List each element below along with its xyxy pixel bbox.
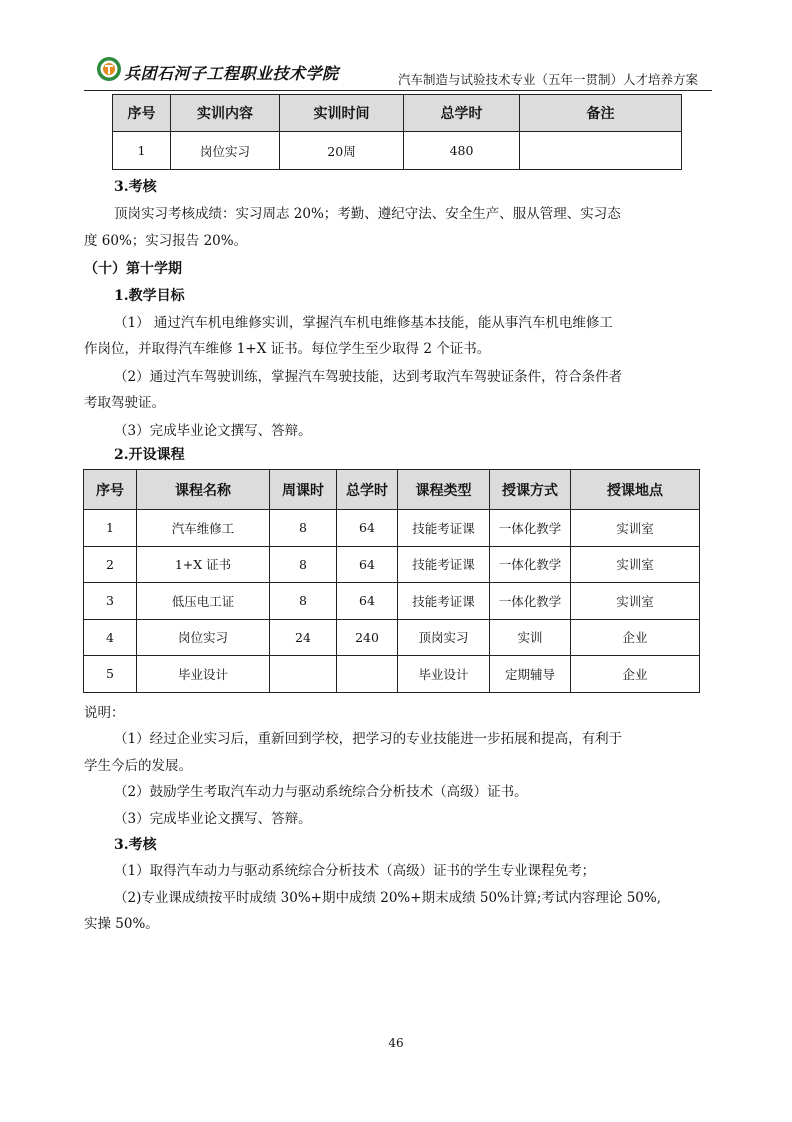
paragraph-line: 顶岗实习考核成绩：实习周志 20%；考勤、遵纪守法、安全生产、服从管理、实习态 bbox=[114, 206, 621, 222]
col-header-remarks: 备注 bbox=[520, 95, 682, 132]
cell-index: 5 bbox=[84, 656, 137, 693]
table-header-row bbox=[84, 470, 700, 510]
col-header-weekly-hours: 周课时 bbox=[270, 470, 337, 510]
course-table bbox=[83, 469, 700, 693]
table-row bbox=[113, 132, 682, 170]
cell-course-name: 汽车维修工 bbox=[137, 510, 270, 547]
cell-duration: 20周 bbox=[280, 132, 404, 170]
cell-course-type: 技能考证课 bbox=[398, 546, 490, 583]
cell-index: 3 bbox=[84, 583, 137, 620]
cell-total-hours bbox=[337, 656, 398, 693]
school-logo-icon bbox=[96, 56, 122, 82]
page-header bbox=[84, 54, 712, 91]
cell-weekly-hours bbox=[270, 656, 337, 693]
cell-location: 实训室 bbox=[571, 546, 700, 583]
cell-course-name: 岗位实习 bbox=[137, 619, 270, 656]
table-row bbox=[84, 546, 700, 583]
col-header-hours: 总学时 bbox=[404, 95, 520, 132]
cell-weekly-hours: 24 bbox=[270, 619, 337, 656]
section-heading-term: （十）第十学期 bbox=[84, 261, 182, 277]
paragraph-line: （1）取得汽车动力与驱动系统综合分析技术（高级）证书的学生专业课程免考； bbox=[114, 863, 596, 879]
col-header-index: 序号 bbox=[84, 470, 137, 510]
section-heading-assessment: 3.考核 bbox=[114, 837, 157, 853]
cell-course-type: 技能考证课 bbox=[398, 583, 490, 620]
paragraph-line: 考取驾驶证。 bbox=[84, 395, 165, 411]
cell-content: 岗位实习 bbox=[171, 132, 280, 170]
cell-index: 1 bbox=[113, 132, 171, 170]
cell-course-name: 毕业设计 bbox=[137, 656, 270, 693]
cell-index: 4 bbox=[84, 619, 137, 656]
cell-remarks bbox=[520, 132, 682, 170]
section-heading-goals: 1.教学目标 bbox=[114, 288, 185, 304]
cell-total-hours: 240 bbox=[337, 619, 398, 656]
paragraph-line: （1）经过企业实习后，重新回到学校，把学习的专业技能进一步拓展和提高，有利于 bbox=[114, 731, 623, 747]
paragraph-line: （2）通过汽车驾驶训练，掌握汽车驾驶技能，达到考取汽车驾驶证条件，符合条件者 bbox=[114, 369, 623, 385]
cell-weekly-hours: 8 bbox=[270, 546, 337, 583]
cell-course-type: 顶岗实习 bbox=[398, 619, 490, 656]
cell-total-hours: 64 bbox=[337, 510, 398, 547]
paragraph-line: 度 60%；实习报告 20%。 bbox=[84, 233, 248, 249]
paragraph-line: 学生今后的发展。 bbox=[84, 758, 192, 774]
cell-teaching-method: 实训 bbox=[490, 619, 571, 656]
school-name: 兵团石河子工程职业技术学院 bbox=[124, 64, 339, 83]
cell-weekly-hours: 8 bbox=[270, 583, 337, 620]
cell-course-type: 毕业设计 bbox=[398, 656, 490, 693]
cell-weekly-hours: 8 bbox=[270, 510, 337, 547]
cell-index: 2 bbox=[84, 546, 137, 583]
cell-location: 企业 bbox=[571, 619, 700, 656]
paragraph-line: （2)专业课成绩按平时成绩 30%+期中成绩 20%+期末成绩 50%计算;考试内容理论 50%, bbox=[114, 890, 662, 906]
col-header-course-name: 课程名称 bbox=[137, 470, 270, 510]
paragraph-line: （3）完成毕业论文撰写、答辩。 bbox=[114, 811, 312, 827]
cell-teaching-method: 定期辅导 bbox=[490, 656, 571, 693]
plan-title: 汽车制造与试验技术专业（五年一贯制）人才培养方案 bbox=[397, 72, 698, 87]
cell-teaching-method: 一体化教学 bbox=[490, 510, 571, 547]
cell-total-hours: 64 bbox=[337, 583, 398, 620]
cell-course-name: 1+X 证书 bbox=[137, 546, 270, 583]
page-number: 46 bbox=[388, 1036, 404, 1050]
col-header-duration: 实训时间 bbox=[280, 95, 404, 132]
cell-course-type: 技能考证课 bbox=[398, 510, 490, 547]
paragraph-line: （3）完成毕业论文撰写、答辩。 bbox=[114, 423, 312, 439]
cell-location: 实训室 bbox=[571, 583, 700, 620]
section-heading-courses: 2.开设课程 bbox=[114, 447, 185, 463]
paragraph-line: 作岗位，并取得汽车维修 1+X 证书。每位学生至少取得 2 个证书。 bbox=[84, 341, 491, 357]
col-header-location: 授课地点 bbox=[571, 470, 700, 510]
paragraph-line: （1） 通过汽车机电维修实训，掌握汽车机电维修基本技能，能从事汽车机电维修工 bbox=[114, 315, 613, 331]
cell-location: 实训室 bbox=[571, 510, 700, 547]
col-header-total-hours: 总学时 bbox=[337, 470, 398, 510]
table-row bbox=[84, 583, 700, 620]
cell-location: 企业 bbox=[571, 656, 700, 693]
internship-table bbox=[112, 94, 682, 170]
cell-hours: 480 bbox=[404, 132, 520, 170]
cell-total-hours: 64 bbox=[337, 546, 398, 583]
col-header-content: 实训内容 bbox=[171, 95, 280, 132]
table-row bbox=[84, 619, 700, 656]
cell-teaching-method: 一体化教学 bbox=[490, 583, 571, 620]
cell-index: 1 bbox=[84, 510, 137, 547]
table-header-row bbox=[113, 95, 682, 132]
section-heading-assessment: 3.考核 bbox=[114, 179, 157, 195]
col-header-index: 序号 bbox=[113, 95, 171, 132]
note-label: 说明： bbox=[84, 705, 125, 721]
col-header-course-type: 课程类型 bbox=[398, 470, 490, 510]
paragraph-line: 实操 50%。 bbox=[84, 916, 159, 932]
cell-teaching-method: 一体化教学 bbox=[490, 546, 571, 583]
col-header-teaching-method: 授课方式 bbox=[490, 470, 571, 510]
table-row bbox=[84, 656, 700, 693]
cell-course-name: 低压电工证 bbox=[137, 583, 270, 620]
paragraph-line: （2）鼓励学生考取汽车动力与驱动系统综合分析技术（高级）证书。 bbox=[114, 784, 528, 800]
table-row bbox=[84, 510, 700, 547]
